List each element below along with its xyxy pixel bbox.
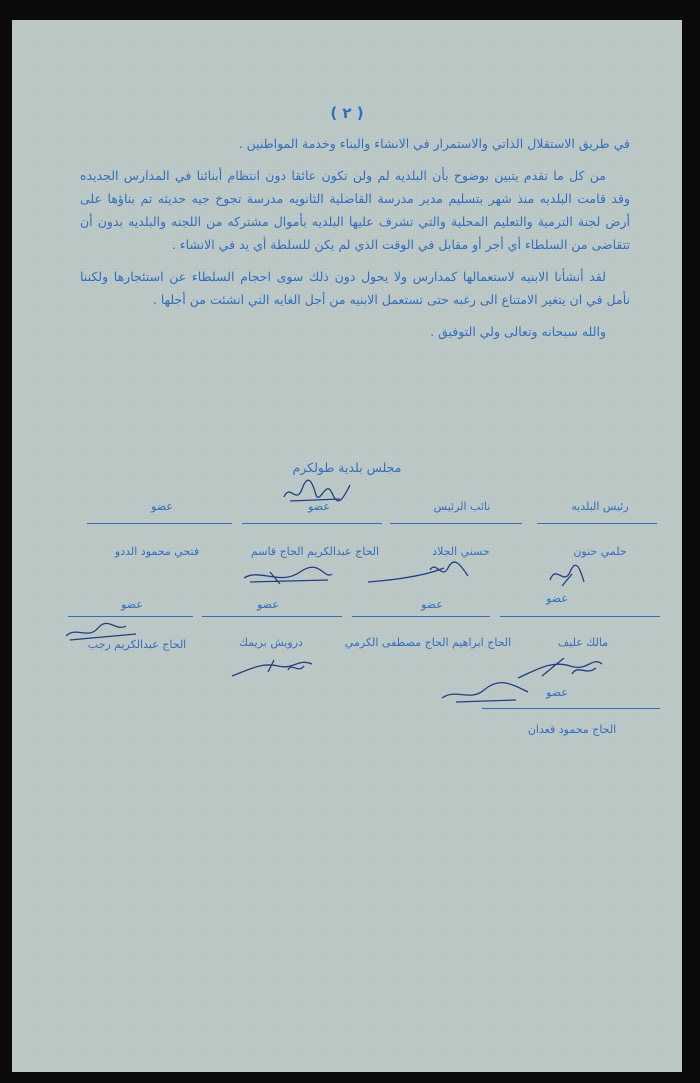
signature-handwritten (228, 652, 318, 684)
signature-line (352, 616, 490, 617)
role-deputy: نائب الرئيس (433, 500, 491, 513)
paragraph-4: والله سبحانه وتعالى ولي التوفيق . (430, 324, 606, 339)
signature-handwritten (280, 475, 360, 509)
signature-handwritten (240, 564, 336, 588)
role-member: عضو (151, 500, 173, 513)
signature-line (500, 616, 660, 617)
name-member: حلمي حنون (573, 545, 627, 558)
role-member: عضو (421, 598, 443, 611)
signature-handwritten (542, 560, 592, 590)
signature-line (390, 523, 522, 524)
signature-handwritten (364, 558, 474, 588)
document-page (12, 20, 682, 1072)
name-member: الحاج ابراهيم الحاج مصطفى الكرمي (344, 636, 512, 649)
paragraph-3: لقد أنشأنا الابنيه لاستعمالها كمدارس ولا يحول دون ذلك سوى احجام السلطاء عن استئجارها ولكننا نأمل في ان يتغير الامتناع الى رغبه حتى تستعمل الابنيه من أجل الغايه التي انشئت من أجلها . (80, 269, 630, 307)
signature-line (242, 523, 382, 524)
signature-line (202, 616, 342, 617)
role-member: عضو (121, 598, 143, 611)
role-member: عضو (546, 592, 568, 605)
signature-line (537, 523, 657, 524)
signature-line (68, 616, 193, 617)
name-member: مالك عليف (557, 636, 609, 649)
name-member: الحاج عبدالكريم الحاج قاسم (250, 545, 380, 558)
role-member: عضو (308, 500, 330, 513)
role-member: عضو (257, 598, 279, 611)
role-mayor: رئيس البلديه (571, 500, 629, 513)
signature-line (87, 523, 232, 524)
name-member: حسني الجلاد (432, 545, 490, 558)
page-number: ( ٢ ) (330, 104, 364, 122)
role-member: عضو (546, 686, 568, 699)
letter-body (80, 132, 630, 352)
paragraph-2: من كل ما تقدم يتبين بوضوح بأن البلديه لم ولن تكون عائقا دون انتظام أبنائنا في المدارس الجديده وقد قامت البلديه منذ شهر بتسليم مدير مدرسة القاضلية الثانويه مدرسة تجوخ جيه حديثه تم بناؤها على أرض لجنة الترمية والتعليم المحلية والتي تشرف عليها البلديه بأموال مشتركه من اللجنه والبلديه بدون أن تتقاضى من السلطاء أي أجر أو مقابل في الوقت الذي لم يكن للسلطة أي يد في الانشاء . (80, 168, 630, 252)
signature-line (482, 708, 660, 709)
name-member: الحاج محمود قعدان (527, 723, 617, 736)
name-member: الحاج عبدالكريم رجب (87, 638, 187, 651)
signature-handwritten (436, 672, 536, 708)
name-member: فتحي محمود الددو (114, 545, 200, 558)
paragraph-1: في طريق الاستقلال الذاتي والاستمرار في الانشاء والبناء وخدمة المواطنين . (238, 136, 630, 151)
name-member: درويش بريمك (239, 636, 303, 649)
council-title: مجلس بلدية طولكرم (292, 460, 402, 475)
